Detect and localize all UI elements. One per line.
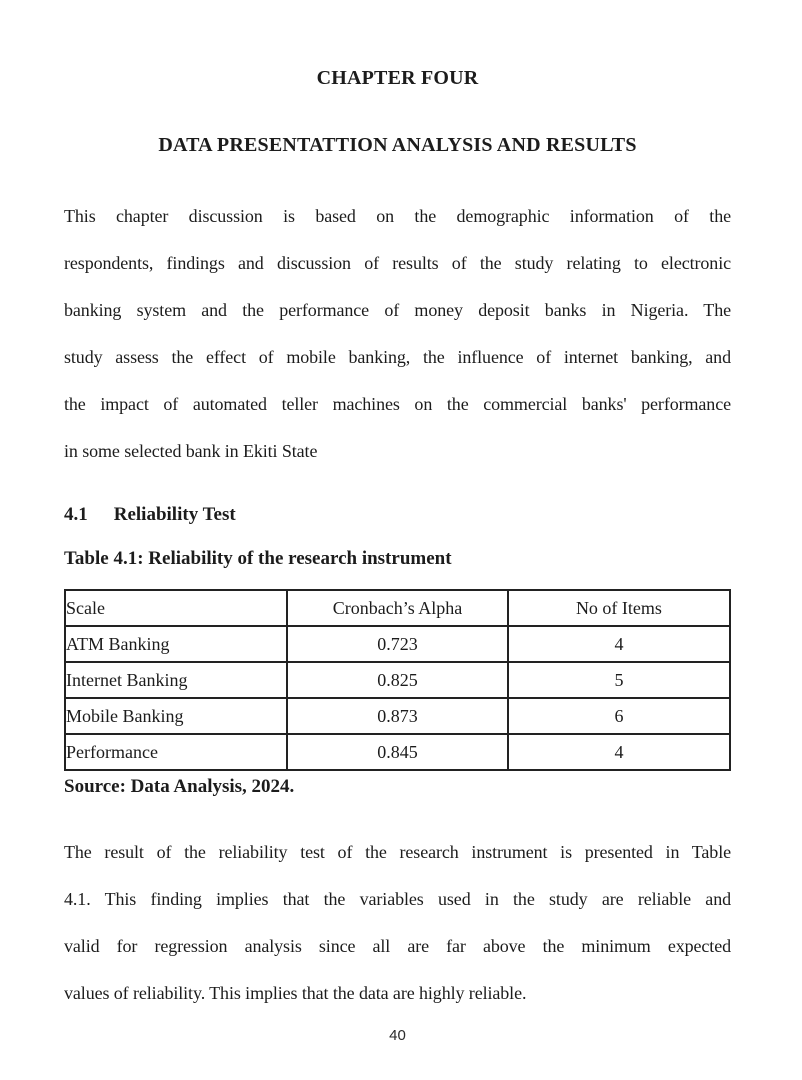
cell-items: 6 — [508, 698, 730, 734]
text-line: This chapter discussion is based on the demographic information of the — [64, 206, 731, 226]
table-row — [65, 734, 730, 770]
cell-alpha: 0.873 — [287, 698, 508, 734]
cell-scale: Internet Banking — [65, 662, 287, 698]
cell-alpha: 0.845 — [287, 734, 508, 770]
table-row — [65, 698, 730, 734]
section-number: 4.1 — [64, 504, 88, 525]
cell-alpha: 0.723 — [287, 626, 508, 662]
cell-scale: ATM Banking — [65, 626, 287, 662]
column-header-cronbachs-alpha: Cronbach’s Alpha — [287, 590, 508, 626]
text-line: The result of the reliability test of the research instrument is presented in Table — [64, 842, 731, 862]
table-caption: Table 4.1: Reliability of the research instrument — [64, 548, 452, 569]
cell-items: 4 — [508, 734, 730, 770]
section-heading — [64, 503, 731, 527]
reliability-table — [64, 589, 731, 771]
cell-items: 5 — [508, 662, 730, 698]
text-line: study assess the effect of mobile banking, the influence of internet banking, and — [64, 347, 731, 367]
paragraph-1 — [64, 193, 731, 475]
text-line: valid for regression analysis since all are far above the minimum expected — [64, 936, 731, 956]
table-source-note: Source: Data Analysis, 2024. — [64, 776, 295, 797]
cell-scale: Mobile Banking — [65, 698, 287, 734]
table-row — [65, 662, 730, 698]
text-line: 4.1. This finding implies that the variables used in the study are reliable and — [64, 889, 731, 909]
chapter-heading: CHAPTER FOUR — [316, 67, 479, 89]
page-number: 40 — [389, 1027, 406, 1044]
text-line: respondents, findings and discussion of results of the study relating to electronic — [64, 253, 731, 273]
cell-alpha: 0.825 — [287, 662, 508, 698]
paragraph-2 — [64, 829, 731, 1017]
column-header-no-of-items: No of Items — [508, 590, 730, 626]
text-line: in some selected bank in Ekiti State — [64, 441, 318, 461]
cell-scale: Performance — [65, 734, 287, 770]
column-header-scale: Scale — [65, 590, 287, 626]
cell-items: 4 — [508, 626, 730, 662]
page-title: DATA PRESENTATTION ANALYSIS AND RESULTS — [158, 134, 637, 156]
table-row — [65, 626, 730, 662]
table-header-row — [65, 590, 730, 626]
section-title: Reliability Test — [113, 504, 236, 525]
text-line: banking system and the performance of money deposit banks in Nigeria. The — [64, 300, 731, 320]
text-line: values of reliability. This implies that the data are highly reliable. — [64, 983, 527, 1003]
text-line: the impact of automated teller machines on the commercial banks' performance — [64, 394, 731, 414]
